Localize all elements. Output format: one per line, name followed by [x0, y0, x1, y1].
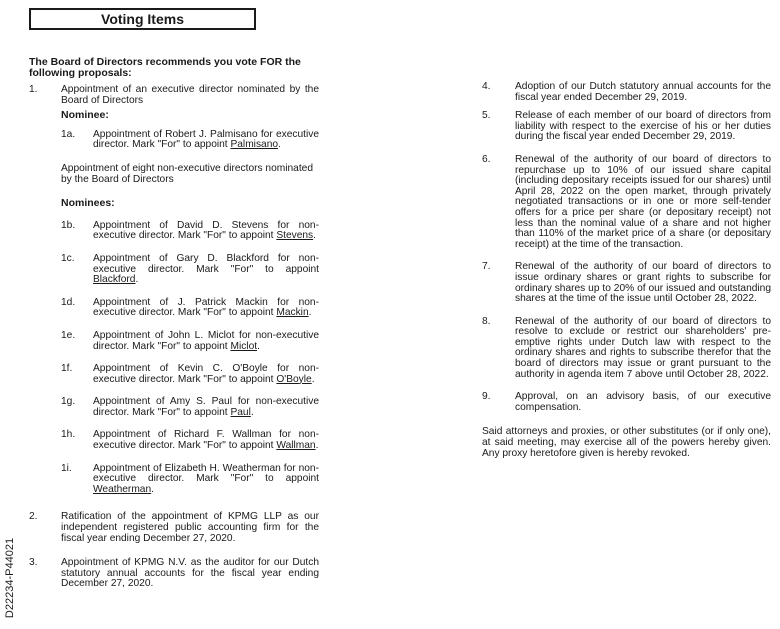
- proposal-5: [482, 111, 771, 143]
- nominee-number: 1c.: [61, 252, 75, 264]
- nominees-header: Nominees:: [61, 197, 115, 210]
- nonexec-intro: Appointment of eight non-executive directors nominated by the Board of Directors: [61, 162, 314, 185]
- nominee-number: 1h.: [61, 429, 76, 441]
- nominee-name: O'Boyle: [276, 373, 312, 385]
- proposal-4: [482, 82, 771, 103]
- nominee-text: Appointment of John L. Miclot for non-executive director. Mark "For" to appoint Miclot.: [93, 329, 319, 352]
- recommendation-intro: The Board of Directors recommends you vote FOR the following proposals:: [29, 56, 301, 79]
- proposal-number: 4.: [482, 81, 491, 92]
- nominee-text: Appointment of J. Patrick Mackin for non-executive director. Mark "For" to appoint Mackin.: [93, 296, 319, 319]
- document-code: D22234-P44021: [4, 537, 16, 619]
- proposal-2: [29, 512, 319, 544]
- nominee-text: Appointment of Amy S. Paul for non-executive director. Mark "For" to appoint Paul.: [93, 396, 319, 418]
- section-title: Voting Items: [29, 8, 256, 30]
- nominee-name: Miclot: [230, 340, 258, 352]
- proposal-9: [482, 392, 771, 413]
- nominee-name: Weatherman: [93, 483, 152, 495]
- proposal-7: [482, 262, 771, 304]
- proposal-text: Approval, on an advisory basis, of our executive compensation.: [515, 391, 771, 413]
- nominee-name: Mackin: [276, 307, 309, 319]
- proposal-6: [482, 155, 771, 250]
- proposal-text: Appointment of an executive director nominated by the Board of Directors: [61, 84, 319, 106]
- nominee-header: Nominee:: [61, 109, 109, 122]
- proposal-text: Adoption of our Dutch statutory annual accounts for the fiscal year ended December 29, 2019.: [515, 81, 771, 103]
- proposal-number: 3.: [29, 557, 38, 569]
- proposal-number: 9.: [482, 391, 491, 403]
- proposal-1: [29, 85, 319, 106]
- nominee-1i: [61, 464, 319, 496]
- nominee-number: 1e.: [61, 329, 76, 341]
- proposal-text: Appointment of KPMG N.V. as the auditor for our Dutch statutory annual accounts for the fiscal year ending December 27, 2020.: [61, 557, 319, 590]
- proposal-8: [482, 317, 771, 381]
- proposal-number: 8.: [482, 315, 491, 327]
- nominee-1g: [61, 397, 319, 418]
- nominee-text: Appointment of Robert J. Palmisano for executive director. Mark "For" to appoint Palmisano.: [93, 128, 319, 151]
- nominee-1h: [61, 430, 319, 451]
- nominee-name: Palmisano: [230, 139, 279, 151]
- nominee-name: Blackford: [93, 274, 136, 286]
- nominee-1d: [61, 298, 319, 319]
- nominee-text: Appointment of Richard F. Wallman for non-executive director. Mark "For" to appoint Wallman.: [93, 429, 319, 452]
- nominee-number: 1f.: [61, 363, 73, 375]
- nominee-number: 1b.: [61, 219, 76, 231]
- closing-statement: Said attorneys and proxies, or other substitutes (or if only one), at said meeting, may exercise all of the powers hereby given. Any proxy heretofore given is hereby revoked.: [482, 426, 771, 459]
- proposal-3: [29, 558, 319, 590]
- proposal-text: Renewal of the authority of our board of directors to issue ordinary shares or grant rights to subscribe for ordinary shares up to 20% of our issued and outstanding shares at the time of the issue until October 28, 2022.: [515, 261, 771, 305]
- nominee-number: 1a.: [61, 128, 76, 140]
- nominee-text: Appointment of Gary D. Blackford for non-executive director. Mark "For" to appoint Blackford.: [93, 252, 319, 286]
- nominee-number: 1i.: [61, 462, 72, 474]
- proposal-text: Ratification of the appointment of KPMG LLP as our independent registered public accounting firm for the fiscal year ending December 27, 2020.: [61, 511, 319, 544]
- nominee-text: Appointment of Kevin C. O'Boyle for non-executive director. Mark "For" to appoint O'Boyle.: [93, 363, 319, 385]
- left-column: [29, 85, 319, 590]
- nominee-name: Wallman: [276, 440, 316, 452]
- nominee-1e: [61, 331, 319, 352]
- nominee-1c: [61, 254, 319, 286]
- proposal-text: Release of each member of our board of directors from liability with respect to the exercise of his or her duties during the fiscal year ended December 29, 2019.: [515, 110, 771, 143]
- nominee-1b: [61, 221, 319, 242]
- proposal-text: Renewal of the authority of our board of directors to resolve to exclude or restrict our shareholders' pre-emptive rights under Dutch law with respect to the ordinary shares and rights to subscribe therefor that the board of directors may issue or grant pursuant to the authority in agenda item 7 above until October 28, 2022.: [515, 315, 771, 380]
- nominee-text: Appointment of David D. Stevens for non-executive director. Mark "For" to appoint Stevens.: [93, 219, 319, 242]
- proposal-number: 7.: [482, 261, 491, 273]
- right-column: [482, 82, 771, 459]
- nominee-1f: [61, 364, 319, 385]
- nominee-name: Stevens: [276, 230, 314, 242]
- proposal-text: Renewal of the authority of our board of directors to repurchase up to 10% of our issued share capital (including depositary receipts issued for our shares) until April 28, 2022 on the open market, through privately negotiated transactions or in one or more self-tender offers for a price per share (or depositary receipt) not less than the nominal value of a share and not higher than 110% of the market price of a share (or depositary receipt) at the time of the transaction.: [515, 153, 771, 250]
- nominee-name: Paul: [230, 406, 251, 418]
- nominee-text: Appointment of Elizabeth H. Weatherman for non-executive director. Mark "For" to appoint Weatherman.: [93, 462, 319, 495]
- proposal-number: 1.: [29, 84, 38, 95]
- proposal-number: 6.: [482, 153, 491, 165]
- nominee-number: 1g.: [61, 396, 76, 408]
- proposal-number: 2.: [29, 511, 38, 523]
- nominee-number: 1d.: [61, 296, 76, 308]
- proposal-number: 5.: [482, 110, 491, 122]
- nominee-1a: [61, 130, 319, 151]
